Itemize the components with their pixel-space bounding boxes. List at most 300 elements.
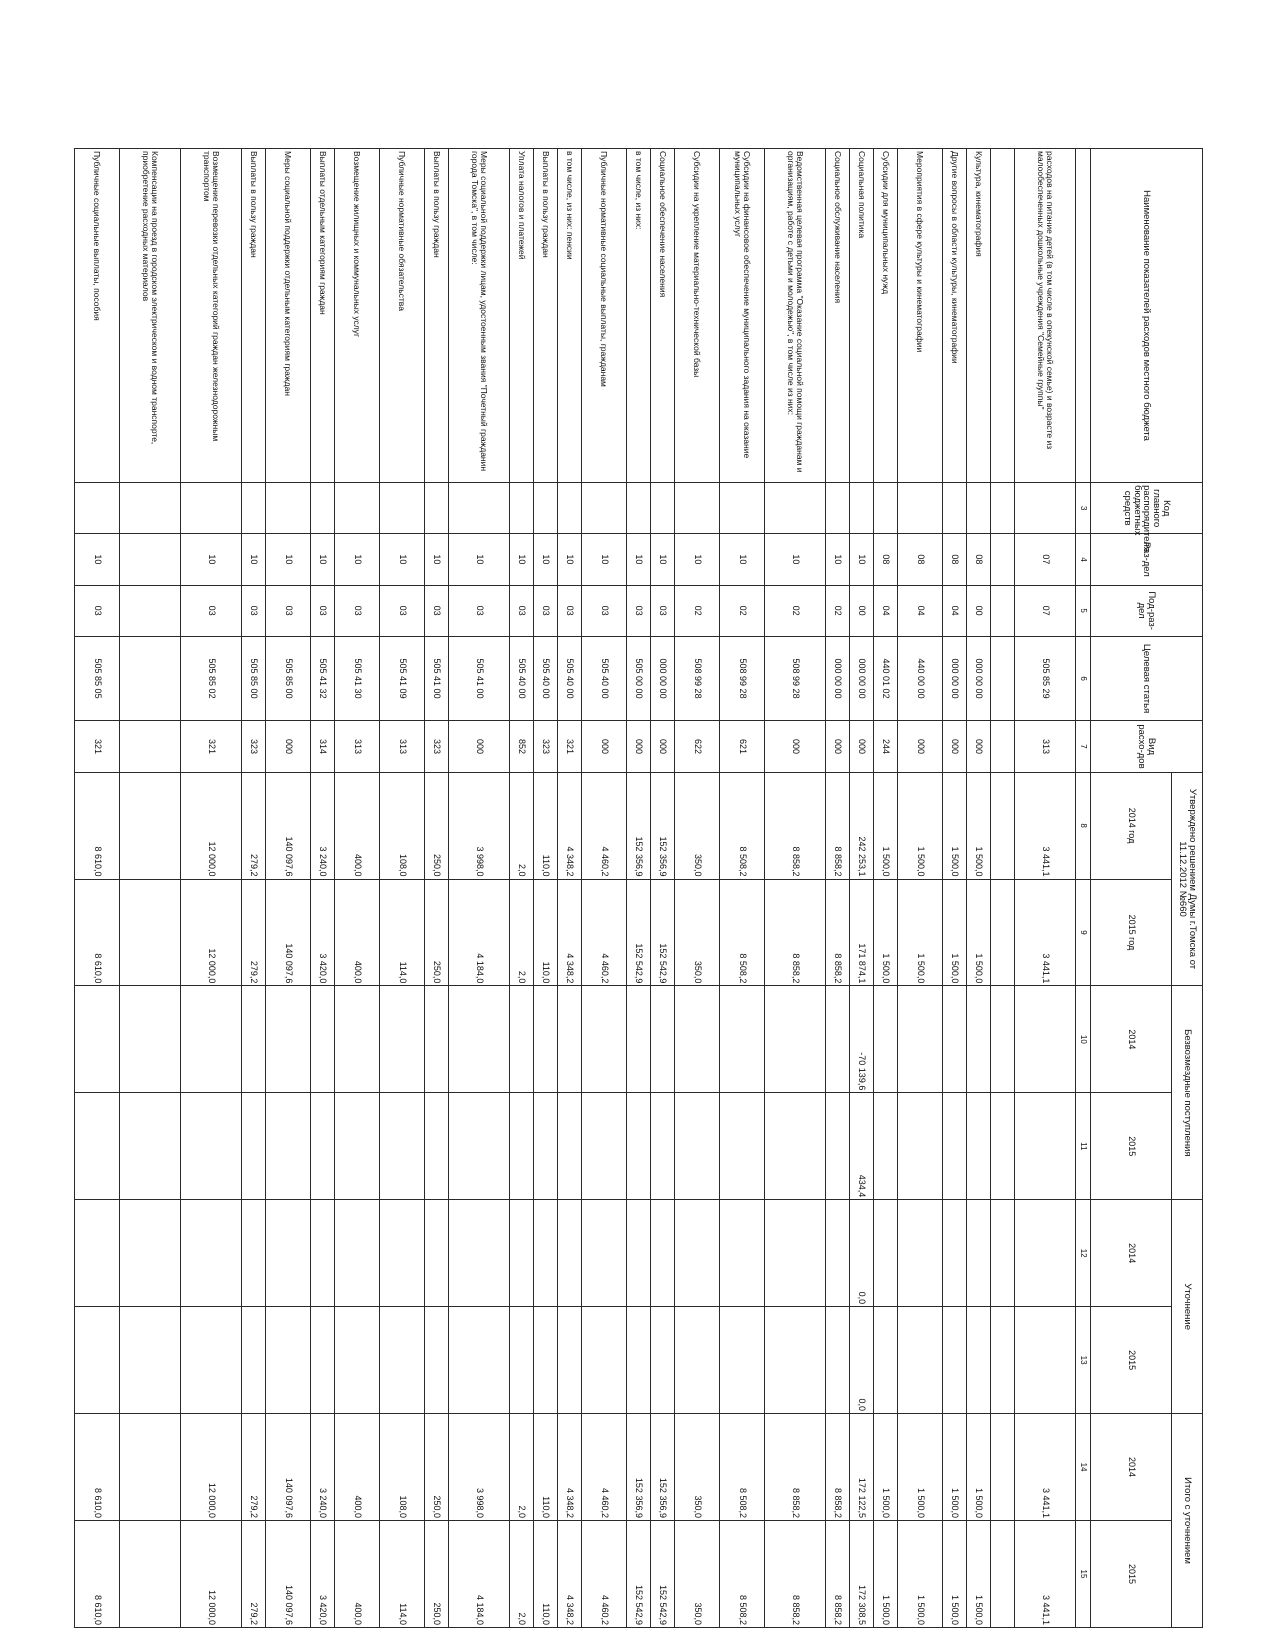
row-total-2015: 152 542,9 bbox=[627, 1520, 651, 1627]
row-approved-2015: 8 858,2 bbox=[826, 879, 850, 986]
col-header-vidrash: Вид расхо-дов bbox=[1091, 721, 1203, 772]
row-gratuitous-2015 bbox=[558, 1093, 582, 1200]
row-razdel: 10 bbox=[826, 534, 850, 585]
row-gratuitous-2014 bbox=[449, 986, 510, 1093]
row-adjustment-2014 bbox=[242, 1200, 266, 1307]
row-approved-2014 bbox=[991, 772, 1015, 879]
row-approved-2015: 4 348,2 bbox=[558, 879, 582, 986]
col-header-celstat: Целевая статья bbox=[1091, 636, 1203, 721]
row-gratuitous-2015 bbox=[991, 1093, 1015, 1200]
row-glavraspred bbox=[449, 483, 510, 534]
row-celstat: 505 41 09 bbox=[380, 636, 425, 721]
row-name: Возмещение перевозки отдельных категорий граждан железнодорожным транспортом bbox=[181, 149, 242, 483]
row-total-2014: 8 508,2 bbox=[720, 1414, 765, 1521]
row-adjustment-2015 bbox=[765, 1307, 826, 1414]
row-total-2014: 8 858,2 bbox=[826, 1414, 850, 1521]
colnum-10: 10 bbox=[1076, 986, 1091, 1093]
row-glavraspred bbox=[558, 483, 582, 534]
row-podrazdel: 02 bbox=[765, 585, 826, 636]
row-glavraspred bbox=[266, 483, 311, 534]
row-vidrash: 000 bbox=[826, 721, 850, 772]
row-gratuitous-2015 bbox=[627, 1093, 651, 1200]
row-total-2015: 12 000,0 bbox=[181, 1520, 242, 1627]
row-celstat: 000 00 00 bbox=[651, 636, 675, 721]
row-gratuitous-2014 bbox=[242, 986, 266, 1093]
row-vidrash: 000 bbox=[943, 721, 967, 772]
row-name: Культура, кинематография bbox=[967, 149, 991, 483]
row-vidrash: 244 bbox=[874, 721, 898, 772]
row-total-2014: 140 097,6 bbox=[266, 1414, 311, 1521]
table-row bbox=[120, 149, 181, 1628]
row-gratuitous-2014 bbox=[826, 986, 850, 1093]
row-gratuitous-2014 bbox=[380, 986, 425, 1093]
row-approved-2015: 114,0 bbox=[380, 879, 425, 986]
row-name: Компенсации на проезд в городском электрическом и водном транспорте, приобретение расходных материалов bbox=[120, 149, 181, 483]
row-approved-2014: 12 000,0 bbox=[181, 772, 242, 879]
table-row bbox=[75, 149, 120, 1628]
table-row bbox=[266, 149, 311, 1628]
row-gratuitous-2014 bbox=[311, 986, 335, 1093]
col-header-utoch2014: 2014 bbox=[1091, 1200, 1172, 1307]
row-approved-2014: 279,2 bbox=[242, 772, 266, 879]
row-total-2015: 3 441,1 bbox=[1015, 1520, 1076, 1627]
row-gratuitous-2015 bbox=[582, 1093, 627, 1200]
row-total-2015: 140 097,6 bbox=[266, 1520, 311, 1627]
row-approved-2014: 8 858,2 bbox=[765, 772, 826, 879]
row-podrazdel: 02 bbox=[675, 585, 720, 636]
row-celstat: 505 85 02 bbox=[181, 636, 242, 721]
col-header-bez2015: 2015 bbox=[1091, 1093, 1172, 1200]
row-approved-2015: 152 542,9 bbox=[627, 879, 651, 986]
row-podrazdel: 03 bbox=[335, 585, 380, 636]
row-adjustment-2015 bbox=[534, 1307, 558, 1414]
row-total-2014: 152 356,9 bbox=[651, 1414, 675, 1521]
row-approved-2015: 4 460,2 bbox=[582, 879, 627, 986]
row-glavraspred bbox=[181, 483, 242, 534]
row-adjustment-2015 bbox=[242, 1307, 266, 1414]
row-approved-2014: 242 253,1 bbox=[850, 772, 874, 879]
row-gratuitous-2015 bbox=[874, 1093, 898, 1200]
row-podrazdel: 03 bbox=[449, 585, 510, 636]
row-gratuitous-2014 bbox=[991, 986, 1015, 1093]
row-glavraspred bbox=[826, 483, 850, 534]
row-name: Социальная политика bbox=[850, 149, 874, 483]
colnum-11: 11 bbox=[1076, 1093, 1091, 1200]
budget-table bbox=[74, 148, 1203, 1628]
row-approved-2015: 3 441,1 bbox=[1015, 879, 1076, 986]
row-vidrash: 621 bbox=[720, 721, 765, 772]
colnum-4: 4 bbox=[1076, 534, 1091, 585]
row-podrazdel: 07 bbox=[1015, 585, 1076, 636]
row-podrazdel: 00 bbox=[850, 585, 874, 636]
table-row bbox=[380, 149, 425, 1628]
row-celstat: 000 00 00 bbox=[826, 636, 850, 721]
group-header-approved: Утверждено решением Думы г.Томска от 11.12.2012 №660 bbox=[1172, 772, 1203, 986]
row-name: расходов на питание детей (в том числе в опекунской семье) и возрасте из малообеспеченных дошкольные учреждения "Семейные группы" bbox=[1015, 149, 1076, 483]
row-gratuitous-2014 bbox=[266, 986, 311, 1093]
row-approved-2015: 140 097,6 bbox=[266, 879, 311, 986]
row-name: Выплаты в пользу граждан bbox=[242, 149, 266, 483]
row-approved-2015: 3 420,0 bbox=[311, 879, 335, 986]
row-adjustment-2014 bbox=[675, 1200, 720, 1307]
row-name: Выплаты в пользу граждан bbox=[534, 149, 558, 483]
row-adjustment-2015 bbox=[510, 1307, 534, 1414]
row-total-2014: 3 441,1 bbox=[1015, 1414, 1076, 1521]
row-razdel: 08 bbox=[943, 534, 967, 585]
row-approved-2014: 3 441,1 bbox=[1015, 772, 1076, 879]
row-name: Социальное обслуживание населения bbox=[826, 149, 850, 483]
row-total-2014: 350,0 bbox=[675, 1414, 720, 1521]
table-row bbox=[850, 149, 874, 1628]
row-total-2014: 3 240,0 bbox=[311, 1414, 335, 1521]
row-celstat: 505 41 30 bbox=[335, 636, 380, 721]
row-total-2015: 400,0 bbox=[335, 1520, 380, 1627]
row-adjustment-2015 bbox=[425, 1307, 449, 1414]
header-group-row bbox=[1172, 149, 1203, 1628]
row-total-2015: 8 858,2 bbox=[826, 1520, 850, 1627]
row-name: Выплаты в пользу граждан bbox=[425, 149, 449, 483]
row-gratuitous-2014 bbox=[510, 986, 534, 1093]
row-adjustment-2014 bbox=[534, 1200, 558, 1307]
row-total-2014: 1 500,0 bbox=[943, 1414, 967, 1521]
row-adjustment-2014 bbox=[510, 1200, 534, 1307]
row-approved-2015: 110,0 bbox=[534, 879, 558, 986]
row-adjustment-2014 bbox=[874, 1200, 898, 1307]
row-name: Меры социальной поддержки отдельным категориям граждан bbox=[266, 149, 311, 483]
row-adjustment-2014 bbox=[991, 1200, 1015, 1307]
row-name bbox=[991, 149, 1015, 483]
row-total-2014: 4 460,2 bbox=[582, 1414, 627, 1521]
row-glavraspred bbox=[311, 483, 335, 534]
row-approved-2015: 1 500,0 bbox=[943, 879, 967, 986]
row-celstat: 505 40 00 bbox=[582, 636, 627, 721]
row-approved-2015: 12 000,0 bbox=[181, 879, 242, 986]
row-approved-2015: 250,0 bbox=[425, 879, 449, 986]
row-adjustment-2014 bbox=[181, 1200, 242, 1307]
table-row bbox=[582, 149, 627, 1628]
row-podrazdel: 03 bbox=[651, 585, 675, 636]
row-podrazdel: 03 bbox=[627, 585, 651, 636]
row-vidrash: 321 bbox=[75, 721, 120, 772]
row-adjustment-2014 bbox=[720, 1200, 765, 1307]
row-approved-2014: 350,0 bbox=[675, 772, 720, 879]
row-podrazdel: 04 bbox=[898, 585, 943, 636]
row-gratuitous-2015 bbox=[266, 1093, 311, 1200]
row-adjustment-2015 bbox=[627, 1307, 651, 1414]
row-total-2015: 1 500,0 bbox=[967, 1520, 991, 1627]
row-podrazdel: 03 bbox=[380, 585, 425, 636]
table-row bbox=[335, 149, 380, 1628]
row-razdel: 10 bbox=[850, 534, 874, 585]
row-total-2015: 1 500,0 bbox=[874, 1520, 898, 1627]
table-row bbox=[826, 149, 850, 1628]
row-total-2014: 108,0 bbox=[380, 1414, 425, 1521]
group-header-adjustment: Уточнение bbox=[1172, 1200, 1203, 1414]
row-gratuitous-2015 bbox=[311, 1093, 335, 1200]
colnum-0 bbox=[1076, 149, 1091, 483]
row-glavraspred bbox=[75, 483, 120, 534]
row-adjustment-2015 bbox=[380, 1307, 425, 1414]
colnum-15: 15 bbox=[1076, 1520, 1091, 1627]
row-approved-2015: 2,0 bbox=[510, 879, 534, 986]
row-celstat: 000 00 00 bbox=[967, 636, 991, 721]
row-name: Возмещение жилищных и коммунальных услуг bbox=[335, 149, 380, 483]
row-gratuitous-2015 bbox=[826, 1093, 850, 1200]
row-vidrash: 000 bbox=[765, 721, 826, 772]
colnum-5: 5 bbox=[1076, 585, 1091, 636]
row-total-2015: 3 420,0 bbox=[311, 1520, 335, 1627]
row-approved-2014: 1 500,0 bbox=[967, 772, 991, 879]
row-total-2015: 8 858,2 bbox=[765, 1520, 826, 1627]
row-approved-2015: 279,2 bbox=[242, 879, 266, 986]
row-adjustment-2015 bbox=[720, 1307, 765, 1414]
row-podrazdel: 03 bbox=[75, 585, 120, 636]
row-adjustment-2015 bbox=[943, 1307, 967, 1414]
row-total-2014: 2,0 bbox=[510, 1414, 534, 1521]
row-adjustment-2014 bbox=[826, 1200, 850, 1307]
row-razdel: 08 bbox=[967, 534, 991, 585]
row-adjustment-2015 bbox=[898, 1307, 943, 1414]
row-total-2014: 172 122,5 bbox=[850, 1414, 874, 1521]
row-vidrash: 852 bbox=[510, 721, 534, 772]
row-approved-2014: 152 356,9 bbox=[627, 772, 651, 879]
row-total-2015: 4 460,2 bbox=[582, 1520, 627, 1627]
row-gratuitous-2014 bbox=[582, 986, 627, 1093]
row-vidrash: 000 bbox=[266, 721, 311, 772]
table-row bbox=[1015, 149, 1076, 1628]
row-gratuitous-2014 bbox=[627, 986, 651, 1093]
row-vidrash: 321 bbox=[181, 721, 242, 772]
row-podrazdel: 03 bbox=[266, 585, 311, 636]
row-total-2015: 8 508,2 bbox=[720, 1520, 765, 1627]
row-podrazdel: 02 bbox=[720, 585, 765, 636]
row-vidrash: 000 bbox=[898, 721, 943, 772]
row-gratuitous-2015 bbox=[720, 1093, 765, 1200]
row-adjustment-2014 bbox=[75, 1200, 120, 1307]
row-name: Публичные социальные выплаты, пособия bbox=[75, 149, 120, 483]
row-approved-2015: 4 184,0 bbox=[449, 879, 510, 986]
row-gratuitous-2014: -70 139,6 bbox=[850, 986, 874, 1093]
row-gratuitous-2015 bbox=[449, 1093, 510, 1200]
colnum-9: 9 bbox=[1076, 879, 1091, 986]
row-approved-2014: 1 500,0 bbox=[898, 772, 943, 879]
group-header-total: Итого с уточнением bbox=[1172, 1414, 1203, 1628]
row-name: Другие вопросы в области культуры, кинематографии bbox=[943, 149, 967, 483]
row-podrazdel bbox=[991, 585, 1015, 636]
row-gratuitous-2015: 434,4 bbox=[850, 1093, 874, 1200]
row-name: Субсидии на укрепление материально-технической базы bbox=[675, 149, 720, 483]
row-razdel bbox=[120, 534, 181, 585]
row-gratuitous-2014 bbox=[181, 986, 242, 1093]
row-vidrash: 000 bbox=[627, 721, 651, 772]
row-gratuitous-2015 bbox=[425, 1093, 449, 1200]
row-approved-2015: 8 610,0 bbox=[75, 879, 120, 986]
row-adjustment-2015 bbox=[311, 1307, 335, 1414]
row-gratuitous-2015 bbox=[898, 1093, 943, 1200]
row-gratuitous-2015 bbox=[242, 1093, 266, 1200]
row-approved-2015: 350,0 bbox=[675, 879, 720, 986]
row-razdel: 10 bbox=[534, 534, 558, 585]
row-adjustment-2015 bbox=[120, 1307, 181, 1414]
row-adjustment-2014 bbox=[380, 1200, 425, 1307]
row-adjustment-2014: 0,0 bbox=[850, 1200, 874, 1307]
row-approved-2015: 1 500,0 bbox=[874, 879, 898, 986]
row-vidrash: 622 bbox=[675, 721, 720, 772]
table-row bbox=[874, 149, 898, 1628]
row-glavraspred bbox=[120, 483, 181, 534]
table-body bbox=[75, 149, 1076, 1628]
row-total-2015: 110,0 bbox=[534, 1520, 558, 1627]
row-celstat: 505 85 29 bbox=[1015, 636, 1076, 721]
row-gratuitous-2015 bbox=[534, 1093, 558, 1200]
row-gratuitous-2015 bbox=[943, 1093, 967, 1200]
row-adjustment-2015 bbox=[874, 1307, 898, 1414]
row-total-2014 bbox=[120, 1414, 181, 1521]
row-gratuitous-2015 bbox=[1015, 1093, 1076, 1200]
row-adjustment-2015 bbox=[967, 1307, 991, 1414]
row-gratuitous-2015 bbox=[75, 1093, 120, 1200]
row-approved-2014: 4 348,2 bbox=[558, 772, 582, 879]
row-glavraspred bbox=[720, 483, 765, 534]
table-row bbox=[943, 149, 967, 1628]
row-adjustment-2015 bbox=[335, 1307, 380, 1414]
row-razdel: 10 bbox=[181, 534, 242, 585]
row-razdel: 10 bbox=[558, 534, 582, 585]
row-adjustment-2015 bbox=[75, 1307, 120, 1414]
row-total-2014: 3 998,0 bbox=[449, 1414, 510, 1521]
row-razdel: 10 bbox=[449, 534, 510, 585]
row-celstat: 505 85 05 bbox=[75, 636, 120, 721]
table-row bbox=[991, 149, 1015, 1628]
row-adjustment-2015 bbox=[449, 1307, 510, 1414]
row-glavraspred bbox=[627, 483, 651, 534]
row-total-2014 bbox=[991, 1414, 1015, 1521]
table-row bbox=[534, 149, 558, 1628]
row-celstat: 505 85 00 bbox=[242, 636, 266, 721]
row-podrazdel: 03 bbox=[558, 585, 582, 636]
row-podrazdel: 02 bbox=[826, 585, 850, 636]
row-approved-2014: 3 240,0 bbox=[311, 772, 335, 879]
row-glavraspred bbox=[582, 483, 627, 534]
row-glavraspred bbox=[425, 483, 449, 534]
row-vidrash: 313 bbox=[380, 721, 425, 772]
row-celstat bbox=[991, 636, 1015, 721]
row-approved-2014: 140 097,6 bbox=[266, 772, 311, 879]
row-razdel: 10 bbox=[425, 534, 449, 585]
row-vidrash bbox=[991, 721, 1015, 772]
row-adjustment-2014 bbox=[943, 1200, 967, 1307]
column-number-row bbox=[1076, 149, 1091, 1628]
row-podrazdel: 00 bbox=[967, 585, 991, 636]
row-celstat: 505 85 00 bbox=[266, 636, 311, 721]
row-adjustment-2014 bbox=[425, 1200, 449, 1307]
row-name: Выплаты отдельным категориям граждан bbox=[311, 149, 335, 483]
row-approved-2015: 8 508,2 bbox=[720, 879, 765, 986]
colnum-8: 8 bbox=[1076, 772, 1091, 879]
row-razdel bbox=[991, 534, 1015, 585]
table-row bbox=[675, 149, 720, 1628]
row-razdel: 07 bbox=[1015, 534, 1076, 585]
row-adjustment-2015 bbox=[558, 1307, 582, 1414]
table-row bbox=[765, 149, 826, 1628]
row-glavraspred bbox=[380, 483, 425, 534]
row-total-2014: 12 000,0 bbox=[181, 1414, 242, 1521]
row-adjustment-2015 bbox=[1015, 1307, 1076, 1414]
col-header-bez2014: 2014 bbox=[1091, 986, 1172, 1093]
row-total-2015: 4 348,2 bbox=[558, 1520, 582, 1627]
table-row bbox=[181, 149, 242, 1628]
row-celstat: 508 99 28 bbox=[720, 636, 765, 721]
colnum-12: 12 bbox=[1076, 1200, 1091, 1307]
row-adjustment-2015 bbox=[651, 1307, 675, 1414]
row-podrazdel: 04 bbox=[874, 585, 898, 636]
row-glavraspred bbox=[850, 483, 874, 534]
row-total-2014: 152 356,9 bbox=[627, 1414, 651, 1521]
row-glavraspred bbox=[242, 483, 266, 534]
row-total-2015: 1 500,0 bbox=[943, 1520, 967, 1627]
row-adjustment-2014 bbox=[558, 1200, 582, 1307]
row-glavraspred bbox=[943, 483, 967, 534]
table-row bbox=[425, 149, 449, 1628]
row-total-2014: 1 500,0 bbox=[874, 1414, 898, 1521]
row-name: Публичные нормативные социальные выплаты, гражданам bbox=[582, 149, 627, 483]
row-vidrash: 321 bbox=[558, 721, 582, 772]
row-adjustment-2015 bbox=[826, 1307, 850, 1414]
row-razdel: 10 bbox=[765, 534, 826, 585]
row-total-2014: 1 500,0 bbox=[898, 1414, 943, 1521]
row-podrazdel: 03 bbox=[242, 585, 266, 636]
row-total-2015: 152 542,9 bbox=[651, 1520, 675, 1627]
row-adjustment-2015 bbox=[181, 1307, 242, 1414]
row-glavraspred bbox=[1015, 483, 1076, 534]
row-approved-2014 bbox=[120, 772, 181, 879]
row-razdel: 08 bbox=[874, 534, 898, 585]
row-gratuitous-2014 bbox=[675, 986, 720, 1093]
row-name: Социальное обеспечение населения bbox=[651, 149, 675, 483]
row-celstat: 505 41 00 bbox=[425, 636, 449, 721]
row-approved-2015: 1 500,0 bbox=[898, 879, 943, 986]
table-row bbox=[720, 149, 765, 1628]
row-glavraspred bbox=[510, 483, 534, 534]
col-header-itog2014: 2014 bbox=[1091, 1414, 1172, 1521]
row-adjustment-2014 bbox=[335, 1200, 380, 1307]
row-razdel: 10 bbox=[335, 534, 380, 585]
row-glavraspred bbox=[967, 483, 991, 534]
row-adjustment-2014 bbox=[1015, 1200, 1076, 1307]
row-glavraspred bbox=[991, 483, 1015, 534]
row-podrazdel: 03 bbox=[510, 585, 534, 636]
row-razdel: 08 bbox=[898, 534, 943, 585]
row-celstat: 440 00 00 bbox=[898, 636, 943, 721]
row-celstat: 508 99 28 bbox=[765, 636, 826, 721]
row-razdel: 10 bbox=[380, 534, 425, 585]
colnum-6: 6 bbox=[1076, 636, 1091, 721]
row-podrazdel: 03 bbox=[534, 585, 558, 636]
row-approved-2014: 8 508,2 bbox=[720, 772, 765, 879]
row-podrazdel: 03 bbox=[582, 585, 627, 636]
row-name: в том числе, из них: bbox=[627, 149, 651, 483]
row-approved-2015 bbox=[120, 879, 181, 986]
row-gratuitous-2014 bbox=[335, 986, 380, 1093]
row-adjustment-2014 bbox=[582, 1200, 627, 1307]
row-vidrash: 000 bbox=[449, 721, 510, 772]
col-header-glavraspred: Код главного распорядителя бюджетных средств bbox=[1091, 483, 1203, 534]
row-adjustment-2015 bbox=[582, 1307, 627, 1414]
row-name: в том числе, из них: пенсии bbox=[558, 149, 582, 483]
row-adjustment-2014 bbox=[651, 1200, 675, 1307]
row-razdel: 10 bbox=[675, 534, 720, 585]
row-celstat: 508 99 28 bbox=[675, 636, 720, 721]
